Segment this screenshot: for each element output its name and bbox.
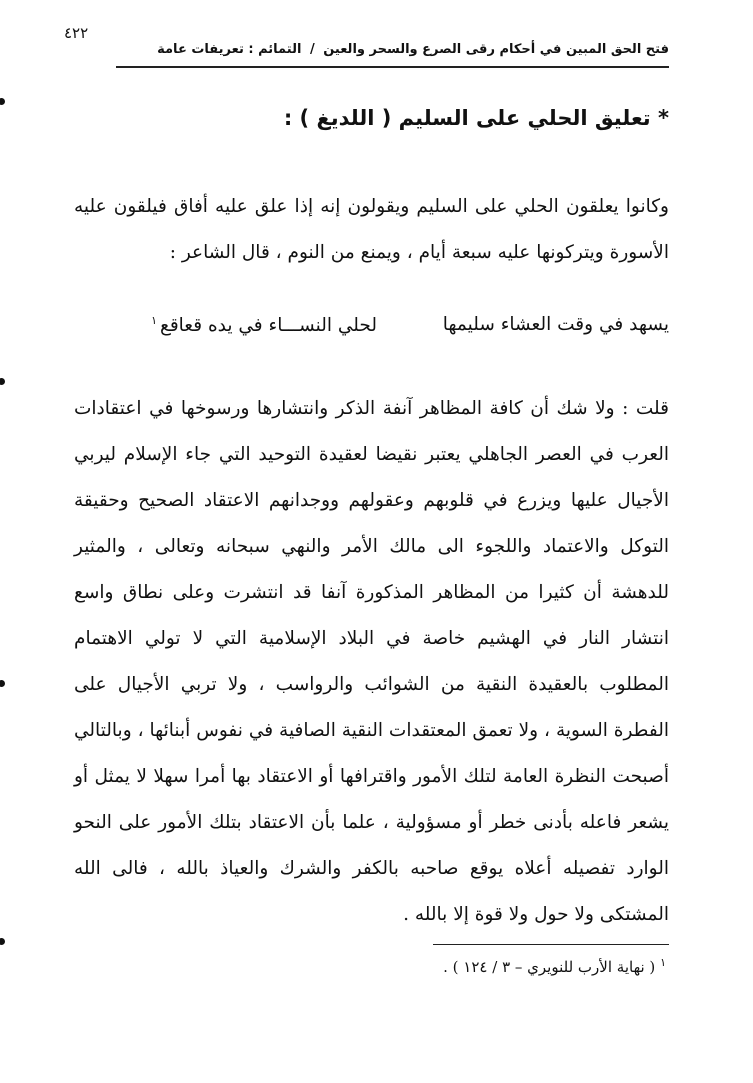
footnote-divider xyxy=(433,944,669,945)
binding-hole-dot xyxy=(0,680,5,687)
running-header xyxy=(116,36,669,68)
paragraph-commentary: قلت : ولا شك أن كافة المظاهر آنفة الذكر وانتشارها ورسوخها في اعتقادات العرب في العصر الجاهلي يعتبر نقيضا لعقيدة التوحيد التي جاء الإسلام ليربي الأجيال عليها ويزرع في قلوبهم وعقولهم ووجدانهم الاعتقاد الصحيح وحقيقة التوكل والاعتماد واللجوء الى مالك الأمر والنهي سبحانه وتعالى ، والمثير للدهشة أن كثيرا من المظاهر المذكورة آنفا قد انتشرت وعلى نطاق واسع انتشار النار في الهشيم خاصة في البلاد الإسلامية التي لا تولي الاهتمام المطلوب بالعقيدة النقية من الشوائب والرواسب ، ولا تربي الأجيال على الفطرة السوية ، ولا تعمق المعتقدات النقية الصافية في نفوس أبنائها ، وبالتالي أصبحت النظرة العامة لتلك الأمور واقترافها أو الاعتقاد بها أمرا سهلا لا يمثل أو يشعر فاعله بأدنى خطر أو مسؤولية ، علما بأن الاعتقاد بتلك الأمور على النحو الوارد تفصيله أعلاه يوقع صاحبه بالكفر والشرك والعياذ بالله ، فالى الله المشتكى ولا حول ولا قوة إلا بالله . xyxy=(74,398,669,925)
page-number: ٤٢٢ xyxy=(64,24,89,42)
header-separator: / xyxy=(309,42,315,57)
footnote xyxy=(443,956,669,976)
binding-hole-dot xyxy=(0,938,5,945)
verse-second-hemistich xyxy=(151,314,377,336)
chapter-title: التمائم : تعريفات عامة xyxy=(157,42,302,57)
binding-hole-dot xyxy=(0,378,5,385)
footnote-number: ١ xyxy=(660,956,666,969)
verse-second-hemistich-text: لحلي النســـاء في يده قعاقع xyxy=(159,315,377,337)
footnote-text: ( نهاية الأرب للنويري – ٣ / ١٢٤ ) . xyxy=(443,958,656,976)
book-title: فتح الحق المبين في أحكام رقى الصرع والسحر والعين xyxy=(323,42,669,57)
binding-hole-dot xyxy=(0,98,5,105)
paragraph-intro: وكانوا يعلقون الحلي على السليم ويقولون إنه إذا علق عليه أفاق فيلقون عليه الأسورة ويتركونها عليه سبعة أيام ، ويمنع من النوم ، قال الشاعر : xyxy=(74,196,669,263)
poetry-verse xyxy=(74,308,669,354)
verse-first-hemistich: يسهد في وقت العشاء سليمها xyxy=(442,314,669,335)
section-heading: * تعليق الحلي على السليم ( اللديغ ) : xyxy=(283,106,669,130)
footnote-reference: ١ xyxy=(151,314,157,327)
